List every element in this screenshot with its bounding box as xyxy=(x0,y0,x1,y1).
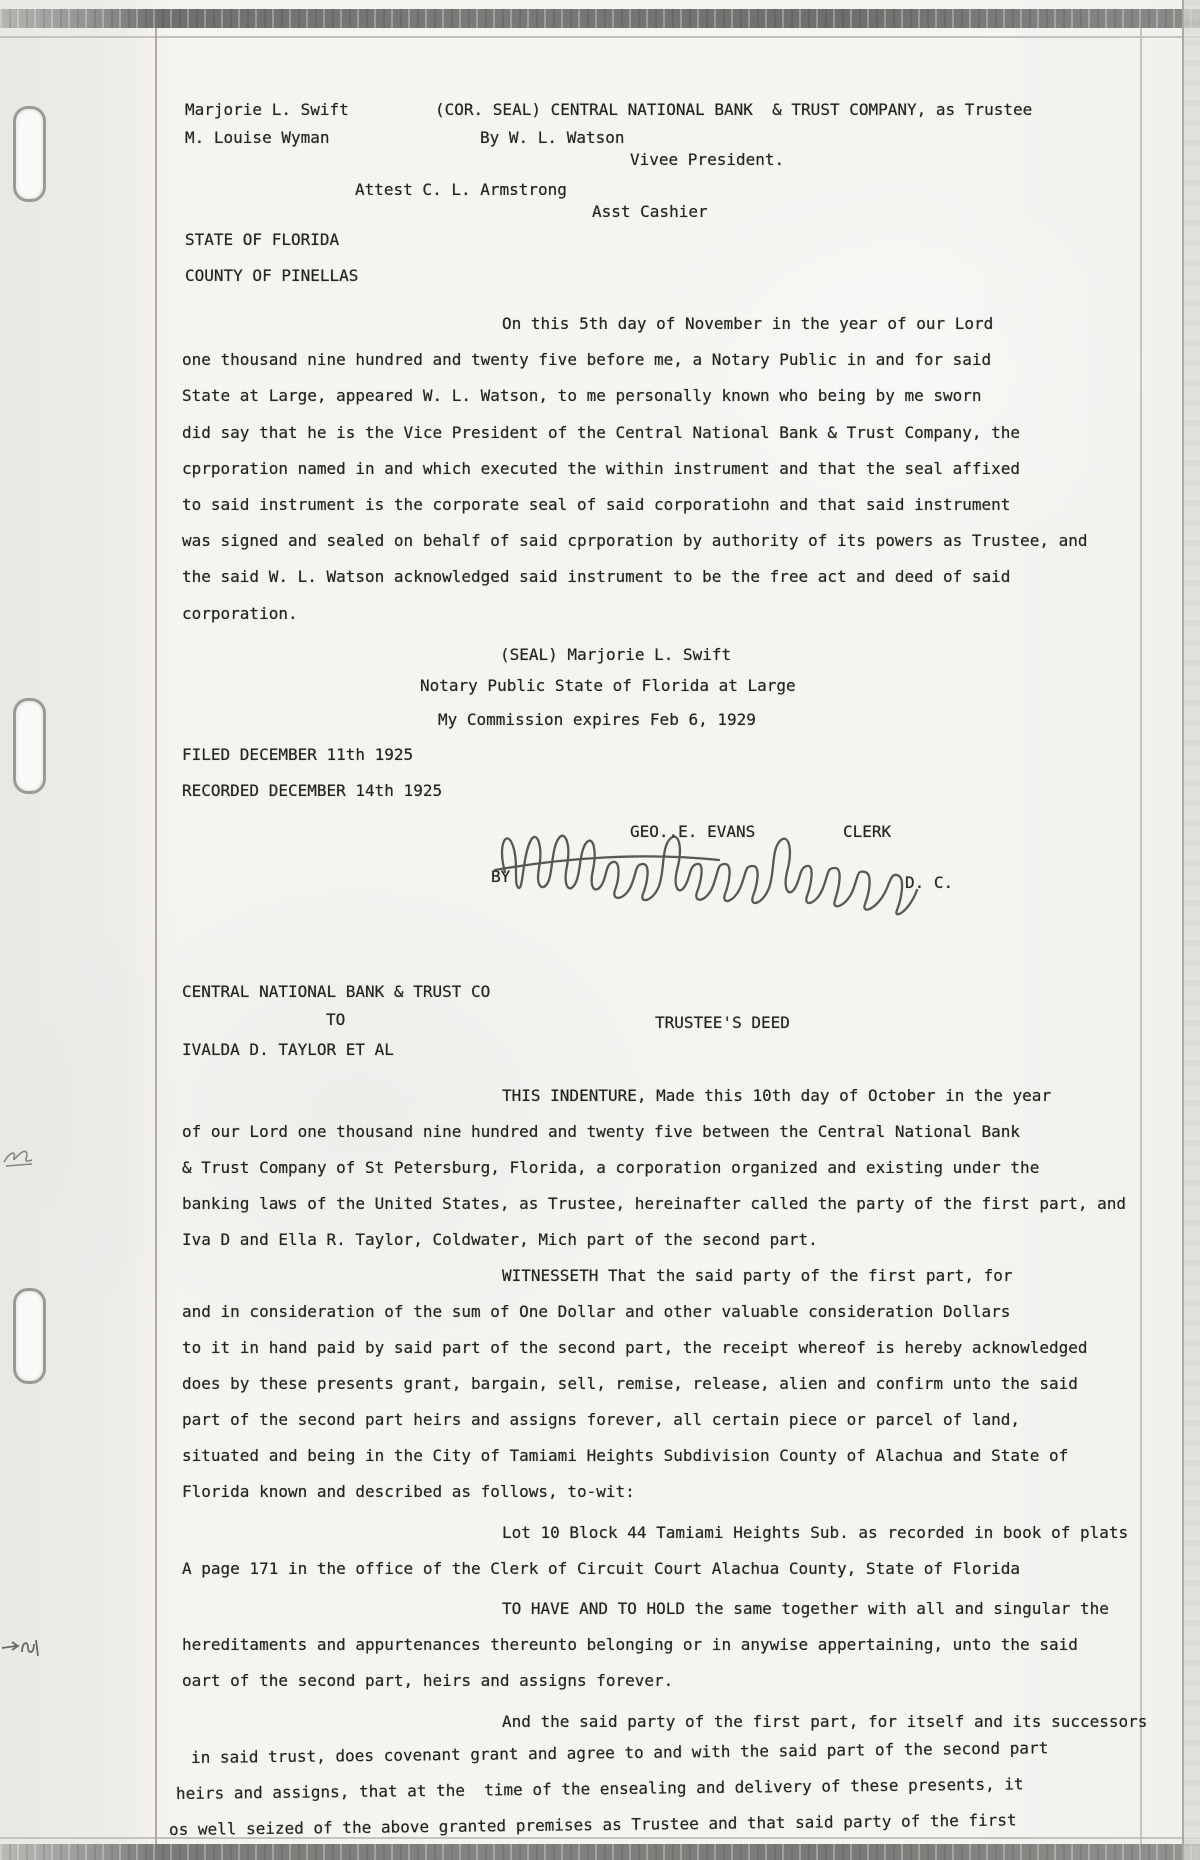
deed-line: os well seized of the above granted premises as Trustee and that said party of the first xyxy=(168,1809,1017,1839)
page-right-edge xyxy=(1184,0,1200,1860)
signature-scrawl xyxy=(493,824,923,924)
hole-punch xyxy=(13,1288,46,1384)
deed-line: in said trust, does covenant grant and agree to and with the said part of the second part xyxy=(190,1737,1049,1767)
caption-doc-title: TRUSTEE'S DEED xyxy=(655,1013,790,1032)
deed-line: Lot 10 Block 44 Tamiami Heights Sub. as recorded in book of plats xyxy=(502,1522,1129,1542)
hole-punch xyxy=(13,698,46,794)
scan-band-top xyxy=(0,9,1200,28)
deed-line: THIS INDENTURE, Made this 10th day of October in the year xyxy=(502,1086,1052,1105)
deed-line: banking laws of the United States, as Trustee, hereinafter called the party of the first part, and xyxy=(182,1194,1127,1213)
pencil-mark xyxy=(0,1632,40,1662)
left-margin-line xyxy=(155,28,157,1844)
acknowledgment-line: was signed and sealed on behalf of said cprporation by authority of its powers as Trustee, and xyxy=(182,531,1088,551)
recorded-line: RECORDED DECEMBER 14th 1925 xyxy=(182,781,443,800)
right-edge-line xyxy=(1182,0,1184,1860)
filed-line: FILED DECEMBER 11th 1925 xyxy=(182,745,414,764)
deed-line: A page 171 in the office of the Clerk of Circuit Court Alachua County, State of Florida xyxy=(182,1558,1021,1578)
deed-line: TO HAVE AND TO HOLD the same together with all and singular the xyxy=(502,1599,1109,1618)
officer-by-line: By W. L. Watson xyxy=(480,128,625,147)
scan-rule-top xyxy=(0,36,1200,38)
attest-line: Attest C. L. Armstrong xyxy=(355,180,567,199)
commission-line: My Commission expires Feb 6, 1929 xyxy=(438,710,756,729)
acknowledgment-line: State at Large, appeared W. L. Watson, to me personally known who being by me sworn xyxy=(182,386,982,406)
state-line: STATE OF FLORIDA xyxy=(185,230,340,249)
witness-name-2: M. Louise Wyman xyxy=(185,128,330,147)
deed-line: of our Lord one thousand nine hundred and twenty five between the Central National Bank xyxy=(182,1122,1021,1141)
witness-name-1: Marjorie L. Swift xyxy=(185,100,349,119)
deed-line: heirs and assigns, that at the time of the ensealing and delivery of these presents, it xyxy=(175,1773,1024,1803)
deed-line: & Trust Company of St Petersburg, Florida, a corporation organized and existing under the xyxy=(182,1158,1040,1177)
deed-line: oart of the second part, heirs and assigns forever. xyxy=(182,1671,674,1690)
notary-title-line: Notary Public State of Florida at Large xyxy=(420,676,796,695)
acknowledgment-line: one thousand nine hundred and twenty five before me, a Notary Public in and for said xyxy=(182,350,992,370)
deed-line: does by these presents grant, bargain, sell, remise, release, alien and confirm unto the said xyxy=(182,1374,1078,1393)
notary-seal-line: (SEAL) Marjorie L. Swift xyxy=(500,645,732,664)
deed-body xyxy=(168,1078,1148,1848)
by-label: BY xyxy=(491,867,511,886)
deed-line: part of the second part heirs and assigns forever, all certain piece or parcel of land, xyxy=(182,1410,1021,1429)
deed-line: And the said party of the first part, for itself and its successors xyxy=(502,1711,1148,1731)
acknowledgment-paragraph xyxy=(182,306,1087,632)
hole-punch xyxy=(13,106,46,202)
deed-line: and in consideration of the sum of One Dollar and other valuable consideration Dollars xyxy=(182,1302,1011,1321)
acknowledgment-line: cprporation named in and which executed the within instrument and that the seal affixed xyxy=(182,458,1021,478)
acknowledgment-line: On this 5th day of November in the year of our Lord xyxy=(502,314,994,333)
acknowledgment-line: the said W. L. Watson acknowledged said instrument to be the free act and deed of said xyxy=(182,567,1011,587)
corporate-seal-line: (COR. SEAL) CENTRAL NATIONAL BANK & TRUST COMPANY, as Trustee xyxy=(435,100,1033,119)
caption-grantor: CENTRAL NATIONAL BANK & TRUST CO xyxy=(182,982,491,1001)
county-line: COUNTY OF PINELLAS xyxy=(185,266,359,285)
deed-line: situated and being in the City of Tamiami Heights Subdivision County of Alachua and State of xyxy=(182,1446,1069,1465)
pencil-mark xyxy=(2,1142,36,1168)
caption-to: TO xyxy=(326,1010,346,1029)
acknowledgment-line: to said instrument is the corporate seal of said corporatiohn and that said instrument xyxy=(182,495,1011,515)
acknowledgment-line: corporation. xyxy=(182,603,298,623)
clerk-title: CLERK xyxy=(843,822,892,841)
deed-line: WITNESSETH That the said party of the first part, for xyxy=(502,1266,1013,1285)
deputy-initials: D. C. xyxy=(905,873,954,892)
deed-line: to it in hand paid by said part of the second part, the receipt whereof is hereby acknowledged xyxy=(182,1338,1088,1357)
deed-line: hereditaments and appurtenances thereunto belonging or in anywise appertaining, unto the said xyxy=(182,1635,1078,1654)
attest-title: Asst Cashier xyxy=(592,202,708,221)
caption-grantee: IVALDA D. TAYLOR ET AL xyxy=(182,1040,394,1059)
deed-line: Iva D and Ella R. Taylor, Coldwater, Mich part of the second part. xyxy=(182,1230,818,1249)
deed-line: Florida known and described as follows, to-wit: xyxy=(182,1482,635,1501)
officer-title: Vivee President. xyxy=(630,150,785,169)
clerk-name: GEO..E. EVANS xyxy=(630,822,756,841)
acknowledgment-line: did say that he is the Vice President of the Central National Bank & Trust Company, the xyxy=(182,422,1021,442)
